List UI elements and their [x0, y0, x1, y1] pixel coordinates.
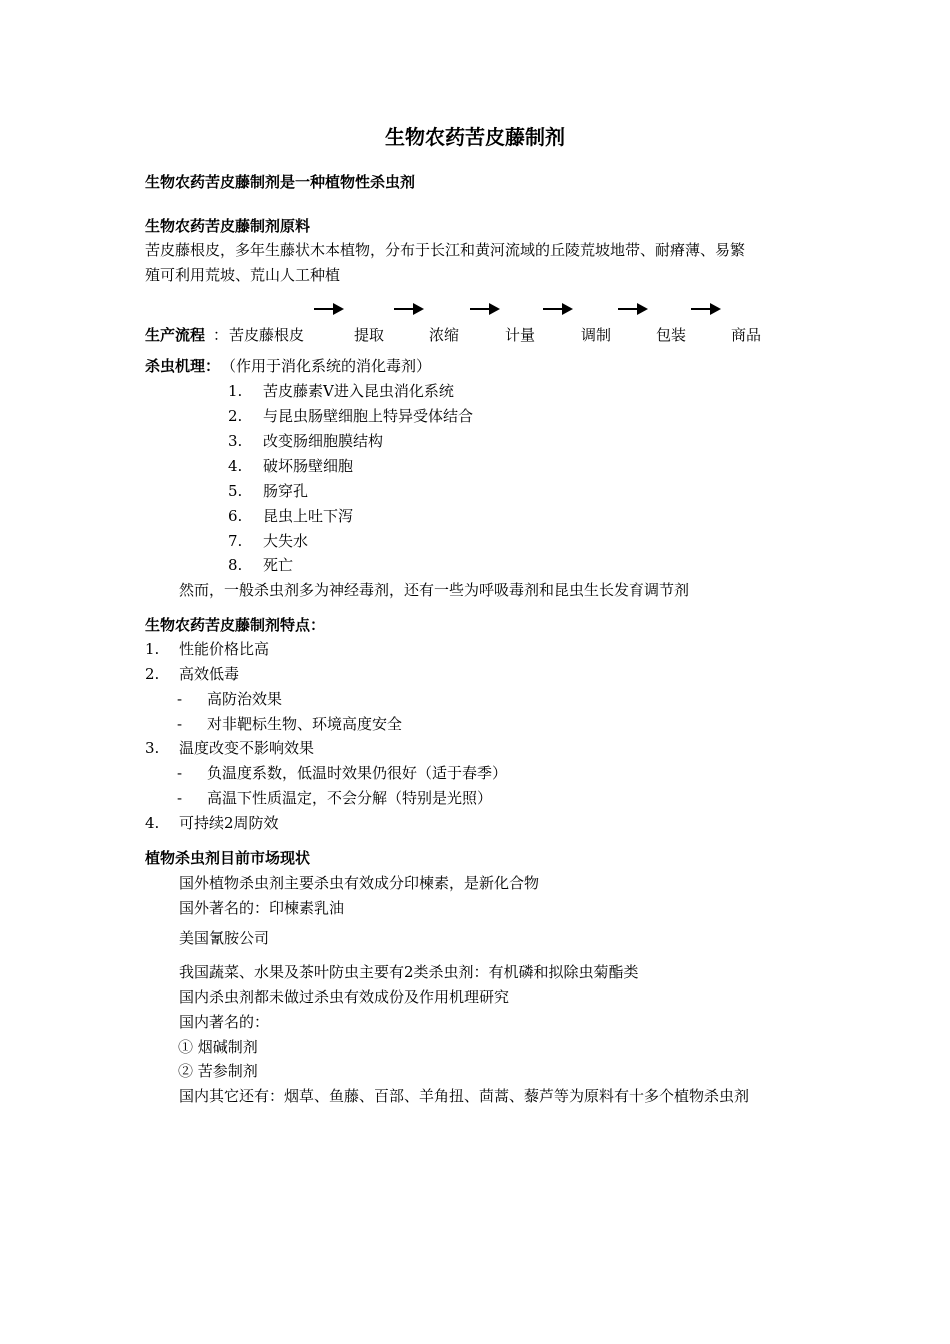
list-dash: -	[177, 690, 183, 708]
process-step: 提取	[354, 326, 385, 344]
market-line: 美国氰胺公司	[179, 929, 270, 947]
market-line: 我国蔬菜、水果及茶叶防虫主要有2类杀虫剂：有机磷和拟除虫菊酯类	[179, 963, 639, 981]
list-item: 性能价格比高	[179, 640, 270, 658]
list-dash: -	[177, 715, 183, 733]
list-number: 5.	[228, 482, 243, 500]
list-item: 高温下性质温定，不会分解（特别是光照）	[207, 789, 493, 807]
list-dash: -	[177, 764, 183, 782]
list-number: 3.	[228, 432, 243, 450]
mechanism-label: 杀虫机理：	[145, 357, 221, 375]
process-step: 浓缩	[429, 326, 460, 344]
process-label: 生产流程	[145, 326, 206, 344]
list-item: 破坏肠壁细胞	[263, 457, 354, 475]
process-step: 苦皮藤根皮	[229, 326, 305, 344]
subtitle: 生物农药苦皮藤制剂是一种植物性杀虫剂	[145, 173, 416, 191]
list-number: 2.	[228, 407, 243, 425]
market-line: 国外植物杀虫剂主要杀虫有效成分印楝素，是新化合物	[179, 874, 540, 892]
arrow-right-icon	[691, 302, 721, 316]
list-item: 对非靶标生物、环境高度安全	[207, 715, 403, 733]
list-dash: -	[177, 789, 183, 807]
document-title: 生物农药苦皮藤制剂	[385, 125, 565, 149]
arrow-right-icon	[543, 302, 573, 316]
raw-material-line-2: 殖可利用荒坡、荒山人工种植	[145, 266, 341, 284]
market-line: ① 烟碱制剂	[178, 1038, 258, 1056]
process-step: 包装	[656, 326, 687, 344]
process-step: 计量	[505, 326, 536, 344]
list-item: 负温度系数，低温时效果仍很好（适于春季）	[207, 764, 508, 782]
list-item: 大失水	[263, 532, 309, 550]
market-line: 国外著名的：印楝素乳油	[179, 899, 345, 917]
list-number: 4.	[145, 814, 160, 832]
list-item: 肠穿孔	[263, 482, 309, 500]
arrow-right-icon	[314, 302, 344, 316]
list-number: 8.	[228, 556, 243, 574]
list-number: 7.	[228, 532, 243, 550]
list-item: 昆虫上吐下泻	[263, 507, 354, 525]
list-number: 2.	[145, 665, 160, 683]
mechanism-footer: 然而，一般杀虫剂多为神经毒剂，还有一些为呼吸毒剂和昆虫生长发育调节剂	[179, 581, 690, 599]
market-heading: 植物杀虫剂目前市场现状	[145, 849, 311, 867]
list-number: 4.	[228, 457, 243, 475]
raw-material-heading: 生物农药苦皮藤制剂原料	[145, 217, 311, 235]
list-number: 1.	[228, 382, 243, 400]
list-item: 与昆虫肠壁细胞上特异受体结合	[263, 407, 474, 425]
list-number: 1.	[145, 640, 160, 658]
mechanism-note: （作用于消化系统的消化毒剂）	[221, 357, 432, 375]
process-colon: ：	[213, 326, 229, 344]
raw-material-line-1: 苦皮藤根皮，多年生藤状木本植物，分布于长江和黄河流域的丘陵荒坡地带、耐瘠薄、易繁	[145, 241, 746, 259]
process-step: 商品	[731, 326, 762, 344]
arrow-right-icon	[394, 302, 424, 316]
market-line: ② 苦参制剂	[178, 1062, 258, 1080]
list-item: 苦皮藤素Ⅴ进入昆虫消化系统	[263, 382, 454, 400]
features-heading: 生物农药苦皮藤制剂特点：	[145, 616, 326, 634]
list-item: 死亡	[263, 556, 294, 574]
market-line: 国内著名的：	[179, 1013, 270, 1031]
list-item: 改变肠细胞膜结构	[263, 432, 384, 450]
arrow-right-icon	[618, 302, 648, 316]
list-number: 6.	[228, 507, 243, 525]
list-item: 高防治效果	[207, 690, 283, 708]
market-line: 国内其它还有：烟草、鱼藤、百部、羊角扭、茴蒿、藜芦等为原料有十多个植物杀虫剂	[179, 1087, 750, 1105]
list-item: 可持续2周防效	[179, 814, 279, 832]
market-line: 国内杀虫剂都未做过杀虫有效成份及作用机理研究	[179, 988, 510, 1006]
process-step: 调制	[581, 326, 612, 344]
list-number: 3.	[145, 739, 160, 757]
list-item: 高效低毒	[179, 665, 240, 683]
list-item: 温度改变不影响效果	[179, 739, 315, 757]
arrow-right-icon	[470, 302, 500, 316]
